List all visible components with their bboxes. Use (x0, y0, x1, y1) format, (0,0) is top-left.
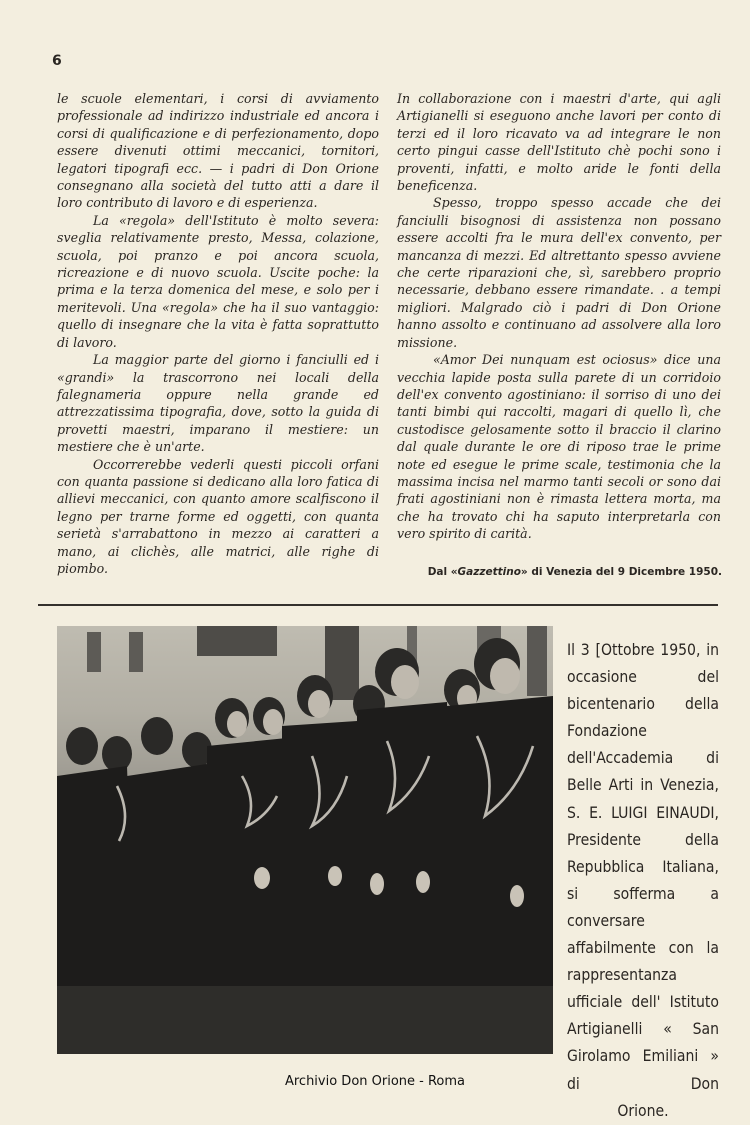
paragraph: Spesso, troppo spesso accade che dei fanciulli bisognosi di assistenza non possano essere accolti fra le mura dell'ex convento, per mancanza di mezzi. Ed altrettanto spesso avviene che certe riparazioni che, sì, sarebbero proprio necessarie, debbano essere rimandate. . a tempi migliori. Malgrado ciò i padri di Don Orione hanno assolto e continuano ad assolvere alla loro missione. (397, 195, 721, 350)
paragraph: La maggior parte del giorno i fanciulli ed i «grandi» la trascorrono nei locali della falegnameria oppure nella grande ed attrezzatissima tipografia, dove, sotto la guida di provetti maestri, imparano il mestiere: un mestiere che è un'arte. (57, 352, 379, 455)
article-right-column (397, 90, 721, 543)
paragraph: In collaborazione con i maestri d'arte, qui agli Artigianelli si eseguono anche lavori per conto di terzi ed il loro ricavato va ad integrare le non certo pingui casse dell'Istituto chè pochi sono i proventi, infatti, e molto aride le fonti della beneficenza. (397, 91, 721, 194)
caption-text: Il 3 [Ottobre 1950, in occasione del bicentenario della Fondazione dell'Accademia di Belle Arti in Venezia, S. E. LUIGI EINAUDI, Presidente della Repubblica Italiana, si sofferma a conversare affabilmente con la rappresentanza ufficiale dell' Istituto Artigianelli « San Girolamo Emiliani » di Don (567, 641, 719, 1093)
paragraph: Occorrerebbe vederli questi piccoli orfani con quanta passione si dedicano alla loro fatica di allievi meccanici, con quanto amore scalfiscono il legno per trarne forme ed oggetti, con quanta serietà s'arrabattono in mezzo ai caratteri a mano, ai clichès, alle matrici, alle righe di piombo. (57, 456, 379, 576)
source-citation (398, 566, 722, 578)
section-divider (38, 604, 718, 606)
caption-last-line: Orione. (617, 1101, 669, 1120)
paragraph: La «regola» dell'Istituto è molto severa: sveglia relativamente presto, Messa, colazione, scuola, poi pranzo e poi ancora scuola, ricreazione e di nuovo scuola. Uscite poche: la prima e la terza domenica del mese, e solo per i meritevoli. Una «regola» che ha il suo vantaggio: quello di insegnare che la vita è fatta soprattutto di lavoro. (57, 212, 379, 350)
paragraph: le scuole elementari, i corsi di avviamento professionale ad indirizzo industriale ed ancora i corsi di qualificazione e di perfezionamento, dopo essere divenuti ottimi meccanici, tornitori, legatori tipografi ecc. — i padri di Don Orione consegnano alla società del tutto atti a dare il loro contributo di lavoro e di esperienza. (57, 91, 379, 211)
source-publication: Gazzettino (457, 566, 521, 578)
source-prefix: Dal « (427, 566, 458, 578)
group-photo (57, 626, 553, 1054)
page-number: 6 (52, 53, 62, 69)
article-left-column (57, 90, 379, 577)
archive-footer: Archivio Don Orione - Roma (284, 1074, 466, 1089)
source-suffix: » di Venezia del 9 Dicembre 1950. (520, 566, 722, 578)
photo-illustration (57, 626, 553, 1054)
paragraph: «Amor Dei nunquam est ociosus» dice una vecchia lapide posta sulla parete di un corridoio dell'ex convento agostiniano: il sorriso di uno dei tanti bimbi qui raccolti, magari di quello lì, che custodisce gelosamente sotto il braccio il clarino dal quale durante le ore di riposo trae le prime note ed esegue le prime scale, testimonia che la massima incisa nel marmo tanti secoli or sono dai frati agostiniani non è rimasta lettera morta, ma che ha trovato chi ha saputo interpretarla con vero spirito di carità. (397, 352, 721, 542)
photo-caption (567, 637, 719, 1125)
